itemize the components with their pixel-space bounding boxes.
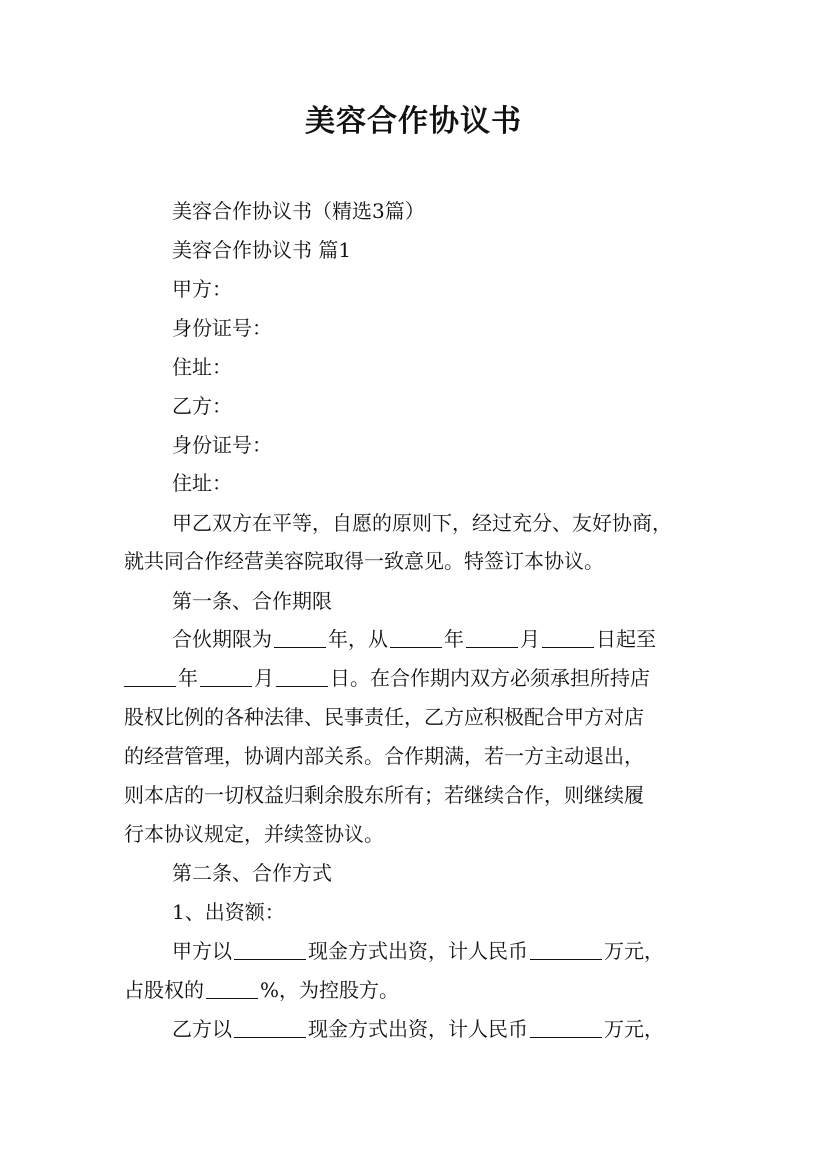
part-heading: 美容合作协议书 篇1 [172,238,352,262]
start-year-blank [390,627,442,648]
end-day-blank [276,666,328,687]
article-1-heading: 第一条、合作期限 [172,589,332,613]
party-a-address-label: 住址： [172,355,232,379]
term-years-blank [274,627,326,648]
document-title: 美容合作协议书 [305,104,522,139]
party-b-label: 乙方： [172,394,232,418]
article-1-line-6: 行本协议规定，并续签协议。 [124,822,384,846]
party-b-amount-blank [530,1017,602,1038]
article-1-line-5: 则本店的一切权益归剩余股东所有；若继续合作，则继续履 [124,783,644,807]
subtitle: 美容合作协议书（精选3篇） [172,199,425,223]
party-a-investment-line [172,932,772,971]
party-b-id-label: 身份证号： [172,433,272,457]
party-a-share-line [124,971,724,1010]
share-text: 占股权的 [124,978,204,1002]
term-text: 年，从 [328,627,388,651]
party-a-share-blank [206,978,258,999]
start-day-blank [542,627,594,648]
intro-paragraph-line-2: 就共同合作经营美容院取得一致意见。特签订本协议。 [124,549,604,573]
term-text: 年 [444,627,464,651]
term-text: 月 [254,666,274,690]
investment-text: 乙方以 [172,1017,232,1041]
party-a-id-label: 身份证号： [172,316,272,340]
party-a-label: 甲方： [172,277,232,301]
investment-text: 万元， [604,939,664,963]
party-b-investment-line [172,1010,772,1049]
end-year-blank [124,666,176,687]
party-b-method-blank [234,1017,306,1038]
intro-paragraph-line-1: 甲乙双方在平等，自愿的原则下，经过充分、友好协商， [172,511,672,535]
term-text: 合伙期限为 [172,627,272,651]
term-paragraph-line-1 [172,620,772,659]
start-month-blank [466,627,518,648]
term-text: 月 [520,627,540,651]
end-month-blank [200,666,252,687]
party-b-address-label: 住址： [172,471,232,495]
article-1-line-3: 股权比例的各种法律、民事责任，乙方应积极配合甲方对店 [124,705,644,729]
term-text: 日起至 [596,627,656,651]
investment-text: 现金方式出资，计人民币 [308,1017,528,1041]
share-text: %，为控股方。 [260,978,400,1002]
term-paragraph-line-2 [124,659,724,698]
party-a-method-blank [234,939,306,960]
term-text: 年 [178,666,198,690]
item-1-heading: 1、出资额： [172,900,285,924]
party-a-amount-blank [530,939,602,960]
article-2-heading: 第二条、合作方式 [172,861,332,885]
term-text: 日。在合作期内双方必须承担所持店 [330,666,650,690]
investment-text: 现金方式出资，计人民币 [308,939,528,963]
investment-text: 甲方以 [172,939,232,963]
investment-text: 万元， [604,1017,664,1041]
article-1-line-4: 的经营管理，协调内部关系。合作期满，若一方主动退出， [124,744,644,768]
